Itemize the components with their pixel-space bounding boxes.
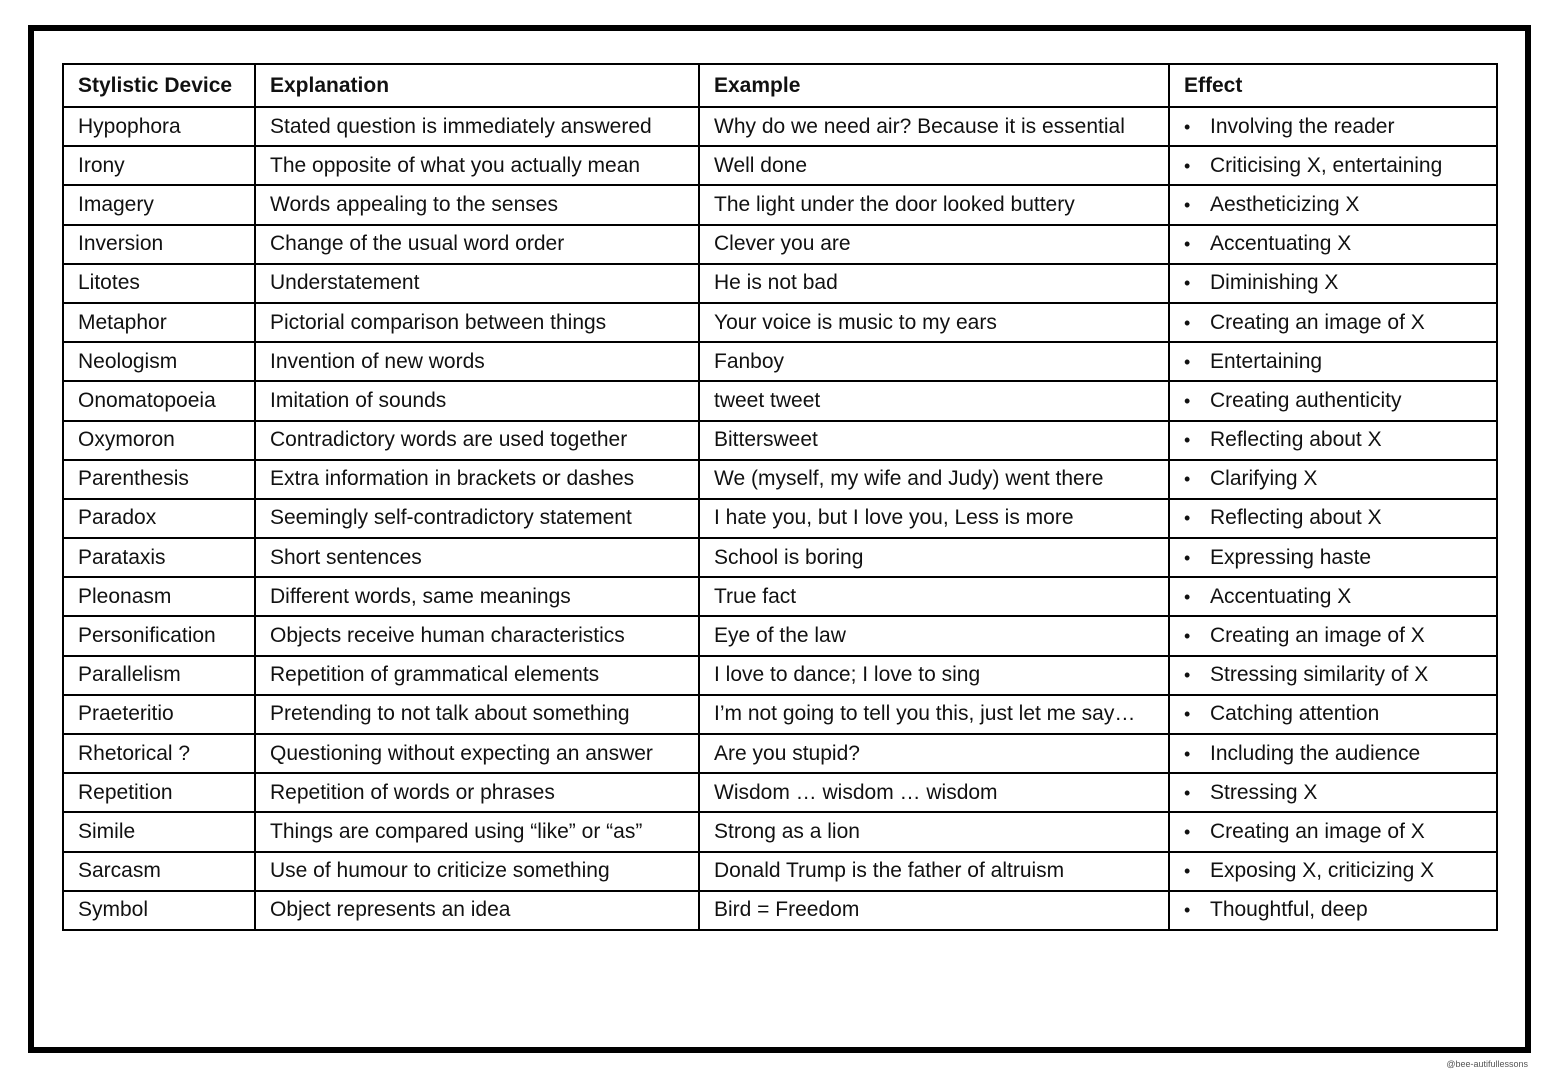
effect-text: Thoughtful, deep xyxy=(1210,898,1368,922)
effect-cell xyxy=(1169,107,1497,146)
device-cell: Sarcasm xyxy=(63,852,255,891)
explanation-cell: Short sentences xyxy=(255,538,699,577)
effect-cell xyxy=(1169,460,1497,499)
example-cell: True fact xyxy=(699,577,1169,616)
table-row xyxy=(63,773,1497,812)
explanation-cell: Use of humour to criticize something xyxy=(255,852,699,891)
effect-text: Expressing haste xyxy=(1210,545,1372,569)
effect-text: Stressing X xyxy=(1210,780,1318,804)
table-body xyxy=(63,107,1497,930)
table-row xyxy=(63,342,1497,381)
explanation-cell: Stated question is immediately answered xyxy=(255,107,699,146)
example-cell: Bird = Freedom xyxy=(699,891,1169,930)
example-cell: Donald Trump is the father of altruism xyxy=(699,852,1169,891)
table-row xyxy=(63,734,1497,773)
example-cell: Fanboy xyxy=(699,342,1169,381)
explanation-cell: Repetition of words or phrases xyxy=(255,773,699,812)
device-cell: Paradox xyxy=(63,499,255,538)
bullet-icon: • xyxy=(1184,665,1191,686)
table-row xyxy=(63,225,1497,264)
effect-cell xyxy=(1169,264,1497,303)
effect-text: Catching attention xyxy=(1210,702,1380,726)
explanation-cell: Pretending to not talk about something xyxy=(255,695,699,734)
example-cell: Eye of the law xyxy=(699,616,1169,655)
table-row xyxy=(63,303,1497,342)
explanation-cell: Understatement xyxy=(255,264,699,303)
effect-cell xyxy=(1169,303,1497,342)
explanation-cell: Invention of new words xyxy=(255,342,699,381)
table-row xyxy=(63,577,1497,616)
bullet-icon: • xyxy=(1184,390,1191,411)
stylistic-devices-table xyxy=(62,63,1498,931)
effect-cell xyxy=(1169,185,1497,224)
example-cell: I hate you, but I love you, Less is more xyxy=(699,499,1169,538)
effect-cell xyxy=(1169,342,1497,381)
explanation-cell: Seemingly self-contradictory statement xyxy=(255,499,699,538)
table-row xyxy=(63,499,1497,538)
effect-cell xyxy=(1169,225,1497,264)
table-row xyxy=(63,852,1497,891)
effect-text: Creating an image of X xyxy=(1210,310,1425,334)
device-cell: Parenthesis xyxy=(63,460,255,499)
device-cell: Inversion xyxy=(63,225,255,264)
effect-cell xyxy=(1169,852,1497,891)
bullet-icon: • xyxy=(1184,116,1191,137)
table-row xyxy=(63,891,1497,930)
example-cell: Why do we need air? Because it is essential xyxy=(699,107,1169,146)
bullet-icon: • xyxy=(1184,586,1191,607)
effect-text: Criticising X, entertaining xyxy=(1210,153,1443,177)
device-cell: Hypophora xyxy=(63,107,255,146)
effect-cell xyxy=(1169,146,1497,185)
bullet-icon: • xyxy=(1184,900,1191,921)
example-cell: He is not bad xyxy=(699,264,1169,303)
effect-cell xyxy=(1169,656,1497,695)
explanation-cell: Things are compared using “like” or “as” xyxy=(255,812,699,851)
effect-cell xyxy=(1169,812,1497,851)
effect-text: Creating authenticity xyxy=(1210,388,1402,412)
effect-text: Reflecting about X xyxy=(1210,506,1382,530)
bullet-icon: • xyxy=(1184,430,1191,451)
effect-text: Entertaining xyxy=(1210,349,1323,373)
table-row xyxy=(63,812,1497,851)
device-cell: Neologism xyxy=(63,342,255,381)
explanation-cell: Change of the usual word order xyxy=(255,225,699,264)
explanation-cell: The opposite of what you actually mean xyxy=(255,146,699,185)
explanation-cell: Contradictory words are used together xyxy=(255,421,699,460)
header-example: Example xyxy=(699,64,1169,107)
effect-cell xyxy=(1169,381,1497,420)
header-explanation: Explanation xyxy=(255,64,699,107)
effect-text: Creating an image of X xyxy=(1210,624,1425,648)
table-row xyxy=(63,264,1497,303)
explanation-cell: Extra information in brackets or dashes xyxy=(255,460,699,499)
example-cell: We (myself, my wife and Judy) went there xyxy=(699,460,1169,499)
example-cell: tweet tweet xyxy=(699,381,1169,420)
explanation-cell: Object represents an idea xyxy=(255,891,699,930)
bullet-icon: • xyxy=(1184,821,1191,842)
example-cell: Strong as a lion xyxy=(699,812,1169,851)
bullet-icon: • xyxy=(1184,312,1191,333)
device-cell: Symbol xyxy=(63,891,255,930)
example-cell: Clever you are xyxy=(699,225,1169,264)
effect-text: Aestheticizing X xyxy=(1210,192,1360,216)
table-row xyxy=(63,538,1497,577)
table-row xyxy=(63,656,1497,695)
effect-cell xyxy=(1169,891,1497,930)
explanation-cell: Different words, same meanings xyxy=(255,577,699,616)
effect-cell xyxy=(1169,695,1497,734)
bullet-icon: • xyxy=(1184,508,1191,529)
example-cell: Bittersweet xyxy=(699,421,1169,460)
bullet-icon: • xyxy=(1184,782,1191,803)
device-cell: Parataxis xyxy=(63,538,255,577)
table-row xyxy=(63,107,1497,146)
credit-text: @bee-autifullessons xyxy=(1446,1059,1528,1069)
device-cell: Simile xyxy=(63,812,255,851)
example-cell: Wisdom … wisdom … wisdom xyxy=(699,773,1169,812)
example-cell: School is boring xyxy=(699,538,1169,577)
example-cell: Well done xyxy=(699,146,1169,185)
explanation-cell: Questioning without expecting an answer xyxy=(255,734,699,773)
explanation-cell: Objects receive human characteristics xyxy=(255,616,699,655)
bullet-icon: • xyxy=(1184,547,1191,568)
effect-cell xyxy=(1169,499,1497,538)
header-effect: Effect xyxy=(1169,64,1497,107)
device-cell: Oxymoron xyxy=(63,421,255,460)
device-cell: Litotes xyxy=(63,264,255,303)
bullet-icon: • xyxy=(1184,194,1191,215)
effect-text: Diminishing X xyxy=(1210,271,1339,295)
device-cell: Rhetorical ? xyxy=(63,734,255,773)
bullet-icon: • xyxy=(1184,155,1191,176)
effect-cell xyxy=(1169,421,1497,460)
device-cell: Parallelism xyxy=(63,656,255,695)
table-row xyxy=(63,381,1497,420)
table-row xyxy=(63,146,1497,185)
explanation-cell: Pictorial comparison between things xyxy=(255,303,699,342)
explanation-cell: Imitation of sounds xyxy=(255,381,699,420)
explanation-cell: Words appealing to the senses xyxy=(255,185,699,224)
device-cell: Irony xyxy=(63,146,255,185)
table-row xyxy=(63,695,1497,734)
example-cell: Are you stupid? xyxy=(699,734,1169,773)
header-stylistic-device: Stylistic Device xyxy=(63,64,255,107)
table-row xyxy=(63,185,1497,224)
device-cell: Repetition xyxy=(63,773,255,812)
bullet-icon: • xyxy=(1184,861,1191,882)
bullet-icon: • xyxy=(1184,743,1191,764)
bullet-icon: • xyxy=(1184,704,1191,725)
explanation-cell: Repetition of grammatical elements xyxy=(255,656,699,695)
device-cell: Imagery xyxy=(63,185,255,224)
effect-text: Clarifying X xyxy=(1210,467,1318,491)
bullet-icon: • xyxy=(1184,626,1191,647)
effect-text: Accentuating X xyxy=(1210,584,1352,608)
example-cell: I love to dance; I love to sing xyxy=(699,656,1169,695)
example-cell: The light under the door looked buttery xyxy=(699,185,1169,224)
bullet-icon: • xyxy=(1184,351,1191,372)
effect-text: Involving the reader xyxy=(1210,114,1395,138)
table-header-row xyxy=(63,64,1497,107)
table-row xyxy=(63,460,1497,499)
effect-cell xyxy=(1169,538,1497,577)
table-row xyxy=(63,421,1497,460)
device-cell: Praeteritio xyxy=(63,695,255,734)
effect-text: Accentuating X xyxy=(1210,232,1352,256)
effect-cell xyxy=(1169,616,1497,655)
effect-text: Exposing X, criticizing X xyxy=(1210,859,1435,883)
device-cell: Personification xyxy=(63,616,255,655)
device-cell: Metaphor xyxy=(63,303,255,342)
example-cell: I’m not going to tell you this, just let me say… xyxy=(699,695,1169,734)
example-cell: Your voice is music to my ears xyxy=(699,303,1169,342)
bullet-icon: • xyxy=(1184,273,1191,294)
effect-cell xyxy=(1169,734,1497,773)
effect-text: Reflecting about X xyxy=(1210,428,1382,452)
effect-text: Stressing similarity of X xyxy=(1210,663,1429,687)
table-row xyxy=(63,616,1497,655)
effect-text: Including the audience xyxy=(1210,741,1421,765)
bullet-icon: • xyxy=(1184,234,1191,255)
effect-cell xyxy=(1169,773,1497,812)
device-cell: Pleonasm xyxy=(63,577,255,616)
effect-cell xyxy=(1169,577,1497,616)
bullet-icon: • xyxy=(1184,469,1191,490)
device-cell: Onomatopoeia xyxy=(63,381,255,420)
effect-text: Creating an image of X xyxy=(1210,819,1425,843)
